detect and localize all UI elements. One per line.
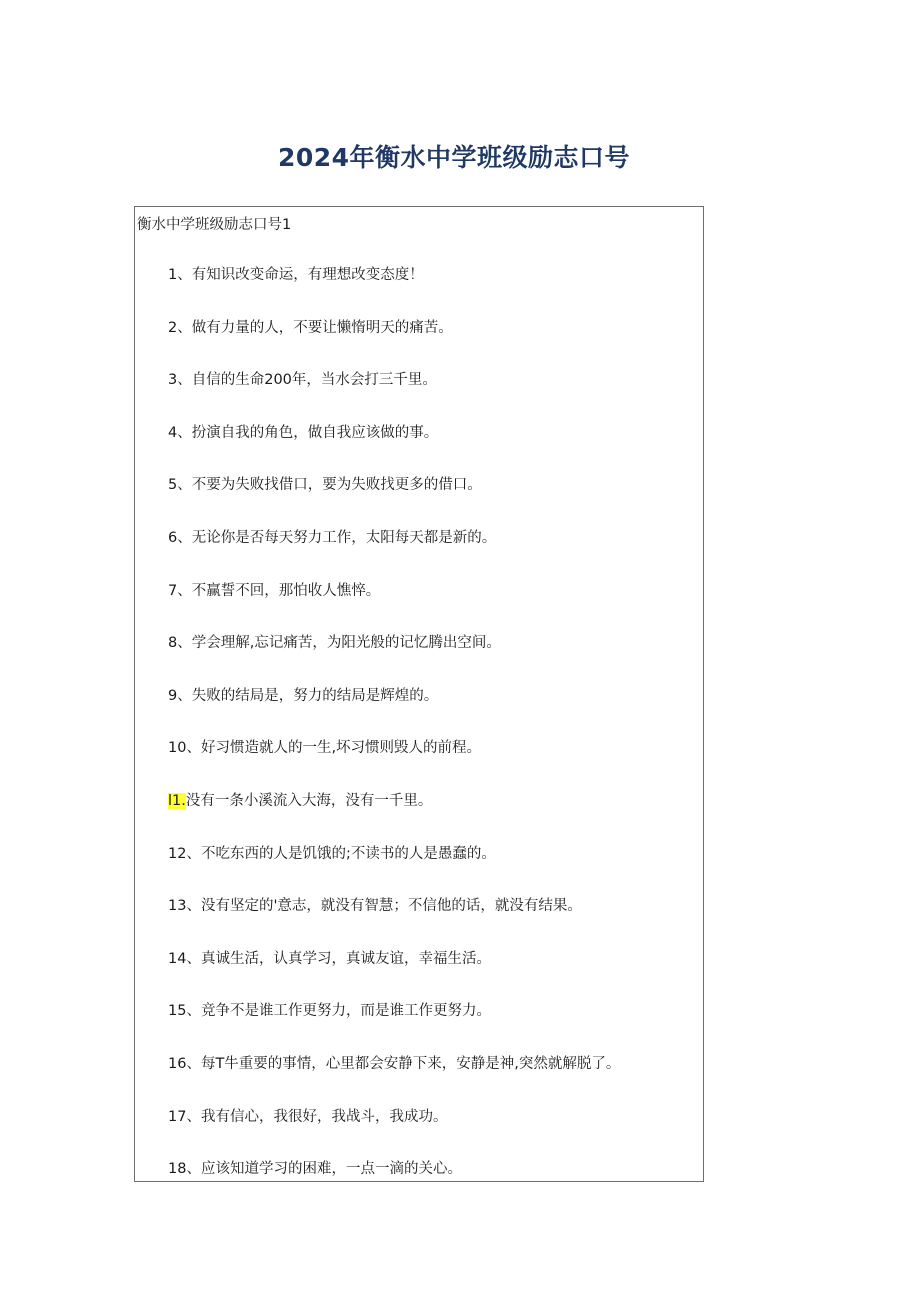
section-heading: 衡水中学班级励志口号1 [137,217,292,233]
slogan-item-9: 9、失败的结局是，努力的结局是辉煌的。 [168,687,439,704]
slogan-item-16: 16、每T牛重要的事情，心里都会安静下来，安静是神,突然就解脱了。 [168,1055,621,1072]
slogan-item-1: 1、有知识改变命运，有理想改变态度！ [168,267,424,283]
slogan-item-15: 15、竞争不是谁工作更努力，而是谁工作更努力。 [168,1003,491,1020]
slogan-item-7: 7、不赢誓不回，那怕收人憔悴。 [168,582,381,599]
slogan-item-4: 4、扮演自我的角色，做自我应该做的事。 [168,424,439,441]
slogan-item-11 [168,791,620,844]
slogan-list [168,265,620,1182]
slogan-item-18: 18、应该知道学习的困难，一点一滴的关心。 [168,1161,462,1178]
slogan-item-14: 14、真诚生活，认真学习，真诚友谊，幸福生活。 [168,950,491,967]
highlighted-number: l1. [168,792,186,809]
slogan-item-17: 17、我有信心，我很好，我战斗，我成功。 [168,1108,448,1125]
content-frame [134,206,704,1182]
slogan-item-5: 5、不要为失败找借口，要为失败找更多的借口。 [168,477,482,494]
slogan-item-11-text: 没有一条小溪流入大海，没有一千里。 [185,792,433,809]
slogan-item-10: 10、好习惯造就人的一生,坏习惯则毁人的前程。 [168,740,482,757]
slogan-item-6: 6、无论你是否每天努力工作，太阳每天都是新的。 [168,529,497,546]
slogan-item-8: 8、学会理解,忘记痛苦，为阳光般的记忆腾出空间。 [168,635,501,652]
slogan-item-3: 3、自信的生命200年，当水会打三千里。 [168,372,437,389]
slogan-item-2: 2、做有力量的人，不要让懒惰明天的痛苦。 [168,319,453,336]
slogan-item-13: 13、没有坚定的'意志，就没有智慧；不信他的话，就没有结果。 [168,898,582,915]
slogan-item-12: 12、不吃东西的人是饥饿的;不读书的人是愚蠢的。 [168,845,496,862]
document-title: 2024年衡水中学班级励志口号 [277,142,631,172]
